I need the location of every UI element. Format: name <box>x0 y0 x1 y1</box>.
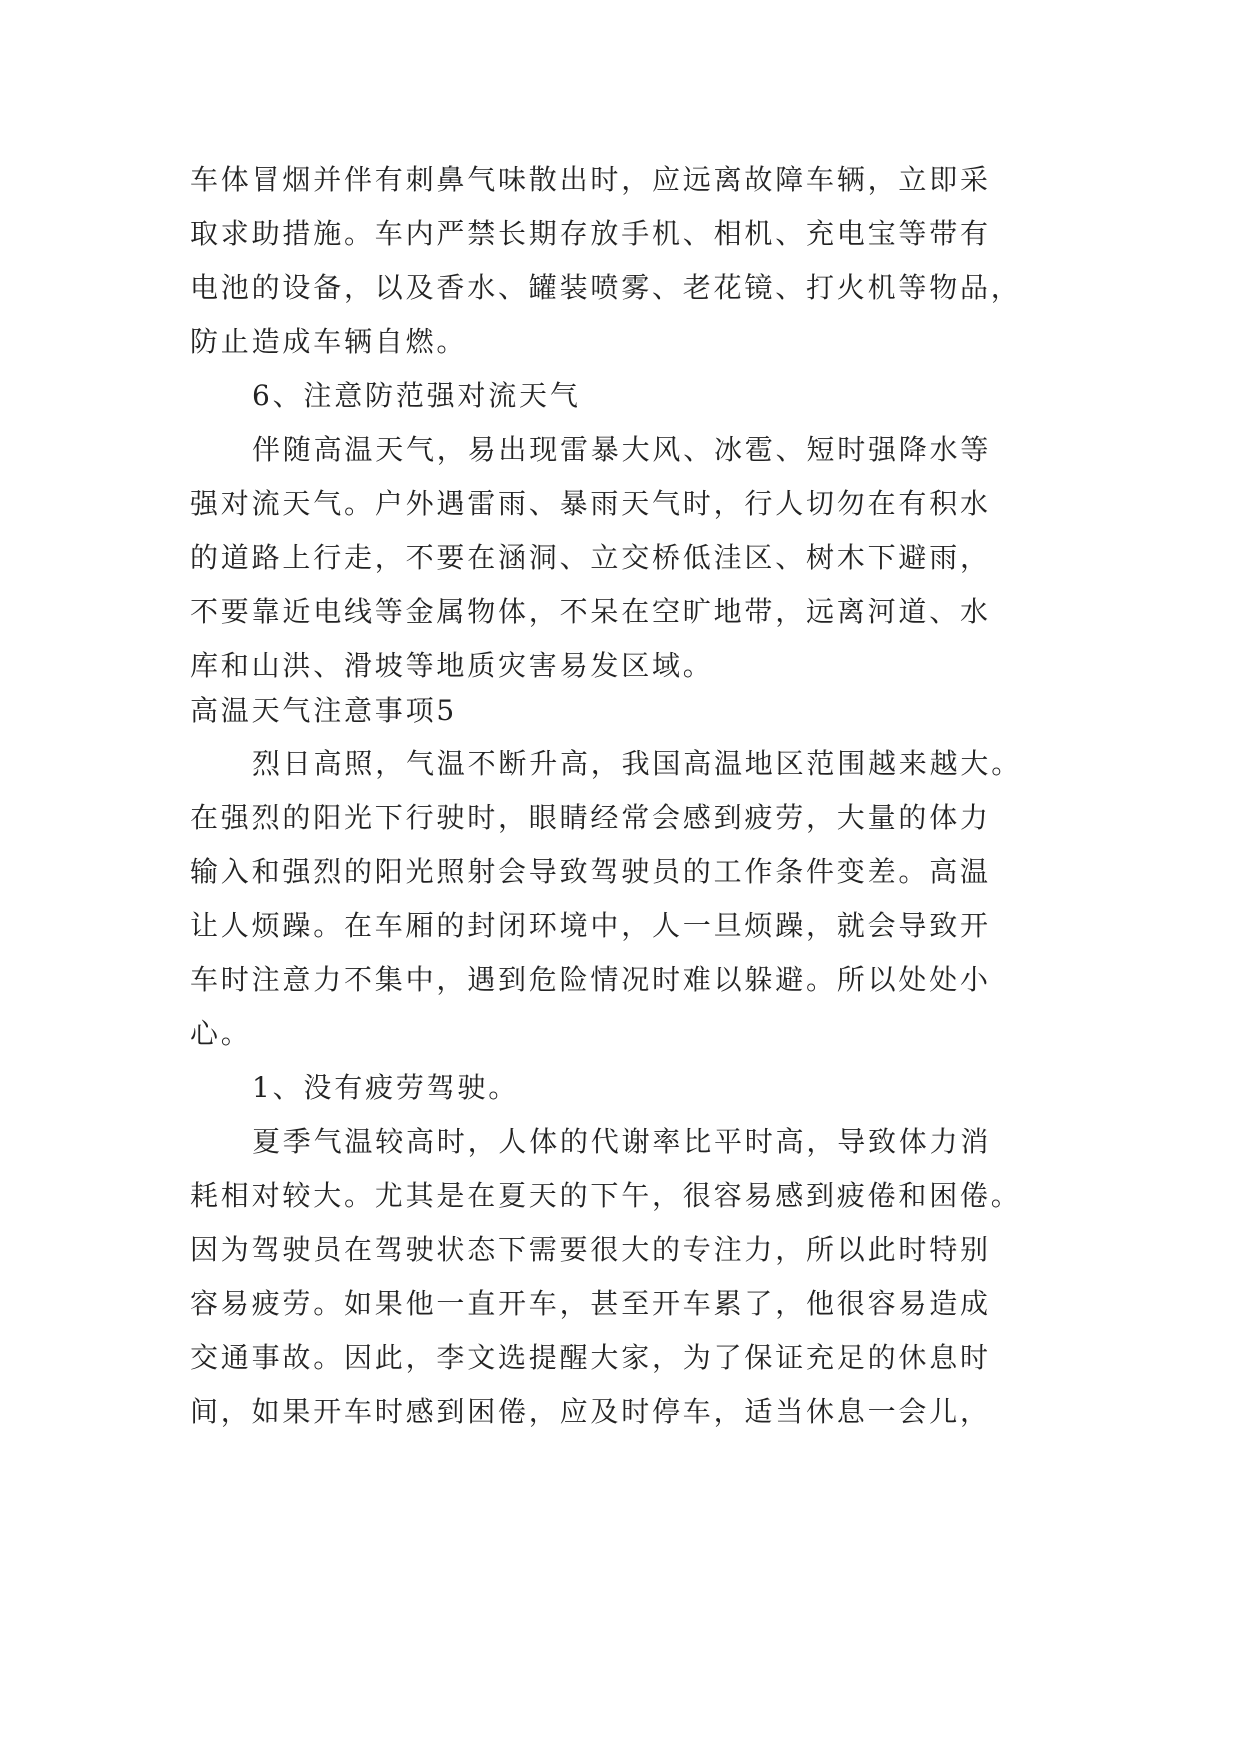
text-line: 在强烈的阳光下行驶时，眼睛经常会感到疲劳，大量的体力 <box>190 801 991 834</box>
text-line: 电池的设备，以及香水、罐装喷雾、老花镜、打火机等物品， <box>190 271 1022 304</box>
text-line: 让人烦躁。在车厢的封闭环境中，人一旦烦躁，就会导致开 <box>190 909 991 942</box>
text-line: 间，如果开车时感到困倦，应及时停车，适当休息一会儿， <box>190 1395 991 1428</box>
text-line: 库和山洪、滑坡等地质灾害易发区域。 <box>190 649 714 682</box>
article-title: 高温天气注意事项5 <box>190 694 458 727</box>
text-line: 车时注意力不集中，遇到危险情况时难以躲避。所以处处小 <box>190 963 991 996</box>
text-line: 夏季气温较高时，人体的代谢率比平时高，导致体力消 <box>252 1125 992 1158</box>
text-line: 的道路上行走，不要在涵洞、立交桥低洼区、树木下避雨， <box>190 541 991 574</box>
text-line: 车体冒烟并伴有刺鼻气味散出时，应远离故障车辆，立即采 <box>190 163 991 196</box>
section-heading: 6、注意防范强对流天气 <box>252 379 581 412</box>
text-line: 烈日高照，气温不断升高，我国高温地区范围越来越大。 <box>252 747 1023 780</box>
text-line: 因为驾驶员在驾驶状态下需要很大的专注力，所以此时特别 <box>190 1233 991 1266</box>
section-heading: 1、没有疲劳驾驶。 <box>252 1071 520 1104</box>
text-line: 防止造成车辆自燃。 <box>190 325 468 358</box>
text-line: 取求助措施。车内严禁长期存放手机、相机、充电宝等带有 <box>190 217 991 250</box>
text-line: 伴随高温天气，易出现雷暴大风、冰雹、短时强降水等 <box>252 433 992 466</box>
text-line: 心。 <box>190 1017 252 1050</box>
text-line: 交通事故。因此，李文选提醒大家，为了保证充足的休息时 <box>190 1341 991 1374</box>
text-line: 耗相对较大。尤其是在夏天的下午，很容易感到疲倦和困倦。 <box>190 1179 1022 1212</box>
text-line: 不要靠近电线等金属物体，不呆在空旷地带，远离河道、水 <box>190 595 991 628</box>
text-line: 输入和强烈的阳光照射会导致驾驶员的工作条件变差。高温 <box>190 855 991 888</box>
text-line: 强对流天气。户外遇雷雨、暴雨天气时，行人切勿在有积水 <box>190 487 991 520</box>
text-line: 容易疲劳。如果他一直开车，甚至开车累了，他很容易造成 <box>190 1287 991 1320</box>
